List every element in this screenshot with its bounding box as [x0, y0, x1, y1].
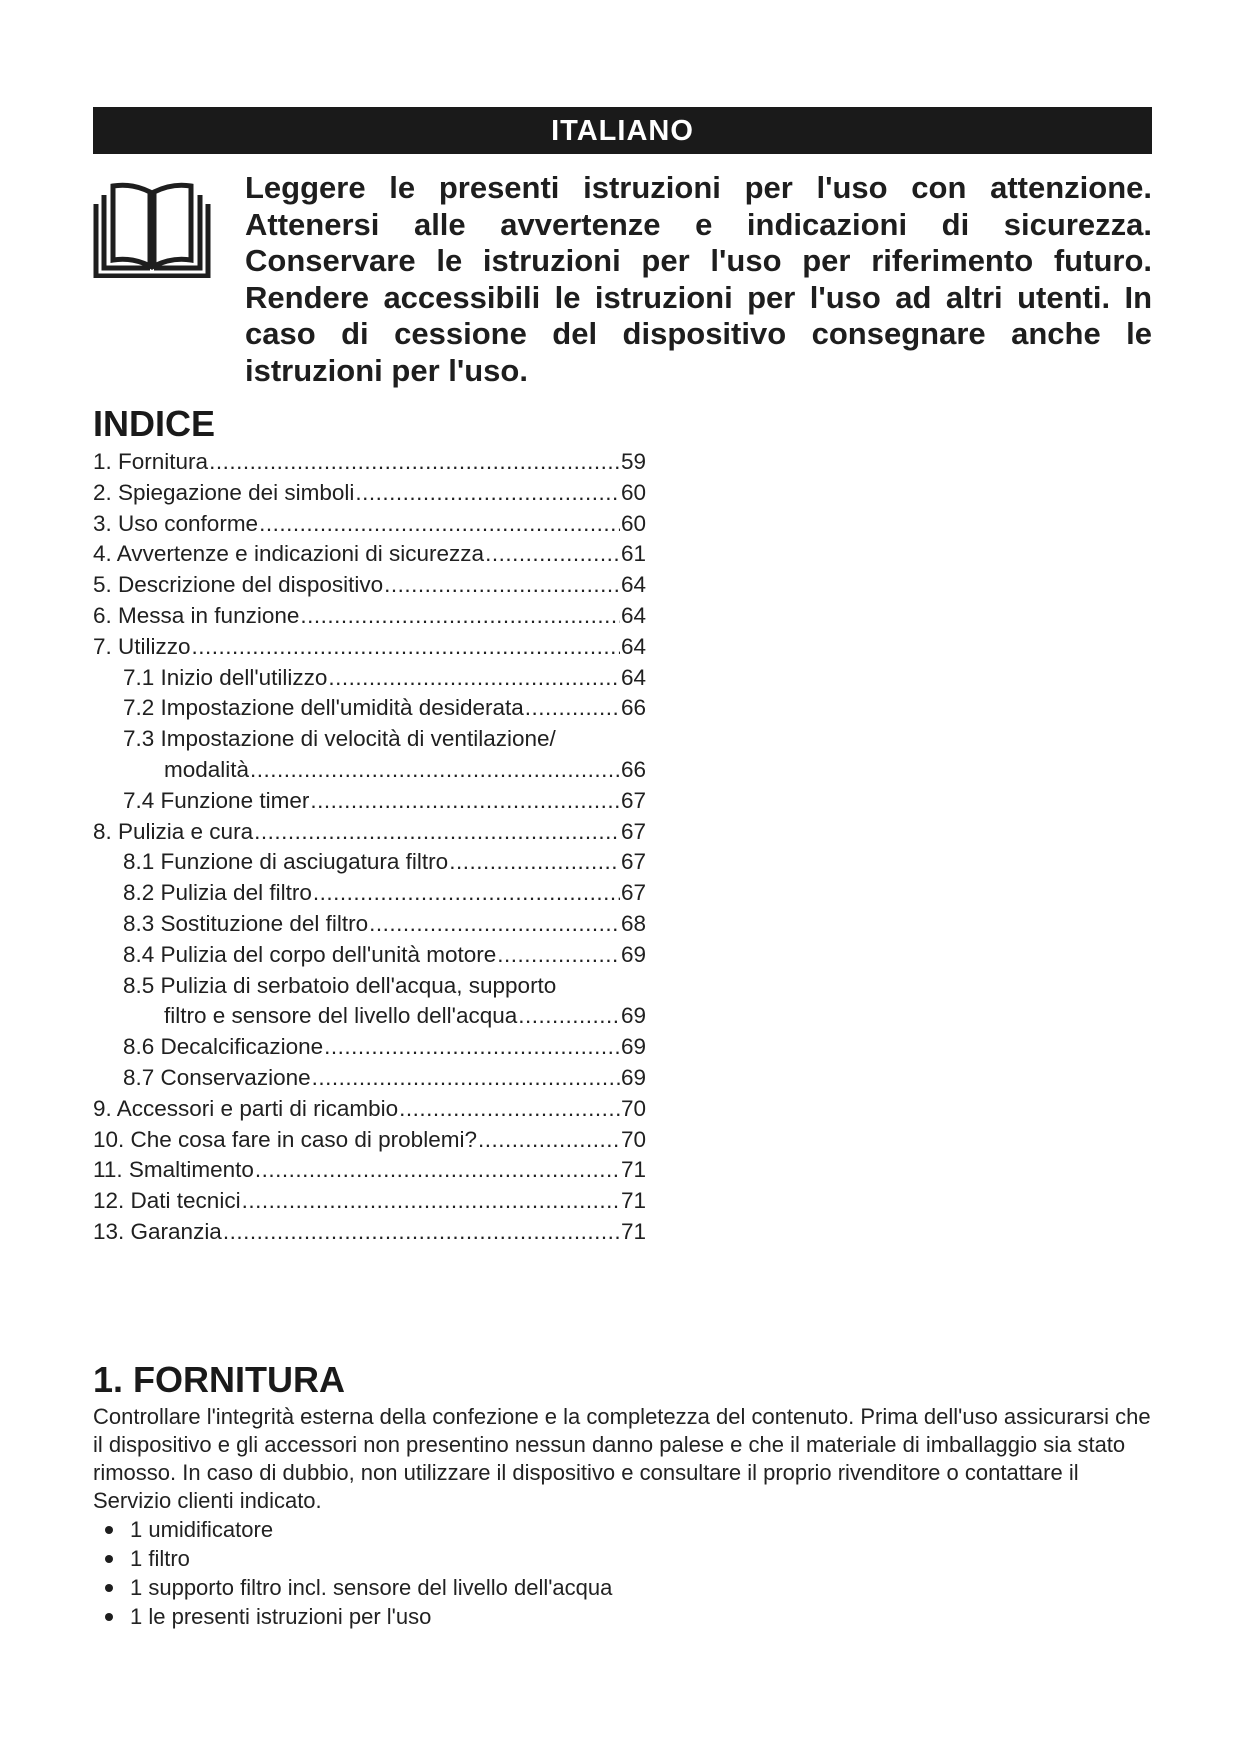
toc-entry-label: 7. Utilizzo — [93, 633, 191, 659]
section-body-text: Controllare l'integrità esterna della confezione e la completezza del contenuto. Prima dell'uso assicurarsi che il dispositivo e gli accessori non presentino nessun danno palese e che il materiale di imballaggio sia stato rimosso. In caso di dubbio, non utilizzare il dispositivo e consultare il proprio rivenditore o contattare il Servizio clienti indicato. — [93, 1404, 1151, 1513]
toc-entry[interactable] — [93, 1155, 646, 1186]
bullet-icon — [105, 1555, 113, 1563]
toc-entry[interactable] — [93, 632, 646, 663]
toc-subentry[interactable] — [93, 909, 646, 940]
language-label: ITALIANO — [551, 115, 694, 147]
bullet-icon — [105, 1584, 113, 1592]
toc-entry-label: 13. Garanzia — [93, 1218, 222, 1244]
toc-entry-label: filtro e sensore del livello dell'acqua — [164, 1003, 518, 1029]
toc-entry-page: 69 — [620, 941, 646, 967]
list-item-text: 1 supporto filtro incl. sensore del livello dell'acqua — [130, 1575, 613, 1600]
open-book-icon — [93, 178, 211, 278]
toc-entry-page: 61 — [620, 541, 646, 567]
language-header-bar — [93, 107, 1152, 154]
toc-entry-label: 8. Pulizia e cura — [93, 818, 254, 844]
toc-entry[interactable] — [93, 1094, 646, 1125]
toc-entry-page: 66 — [620, 756, 646, 782]
toc-entry-label: 8.4 Pulizia del corpo dell'unità motore — [123, 941, 497, 967]
toc-entry-label: 7.2 Impostazione dell'umidità desiderata — [123, 695, 524, 721]
list-item — [105, 1602, 612, 1631]
bullet-icon — [105, 1613, 113, 1621]
list-item-text: 1 umidificatore — [130, 1517, 274, 1542]
toc-entry[interactable] — [93, 478, 646, 509]
toc-entry-page: 69 — [620, 1003, 646, 1029]
toc-entry-label: 1. Fornitura — [93, 449, 209, 474]
list-item — [105, 1573, 612, 1602]
toc-entry-label: 8.2 Pulizia del filtro — [123, 880, 312, 906]
toc-entry-label: 8.1 Funzione di asciugatura filtro — [123, 849, 449, 875]
toc-entry[interactable] — [93, 509, 646, 540]
toc-entry-page: 64 — [620, 572, 646, 598]
list-item-text: 1 filtro — [130, 1546, 190, 1571]
toc-subentry[interactable] — [93, 1032, 646, 1063]
toc-entry[interactable] — [93, 539, 646, 570]
toc-entry-label: 3. Uso conforme — [93, 510, 259, 536]
toc-entry-label: 4. Avvertenze e indicazioni di sicurezza — [93, 541, 485, 567]
toc-entry-label: 7.4 Funzione timer — [123, 787, 310, 813]
toc-entry[interactable] — [93, 1186, 646, 1217]
toc-entry-label: 2. Spiegazione dei simboli — [93, 479, 355, 505]
toc-entry-label: 11. Smaltimento — [93, 1157, 254, 1183]
toc-subentry[interactable] — [93, 693, 646, 724]
toc-entry-page: 64 — [620, 633, 646, 659]
toc-entry-label: 8.3 Sostituzione del filtro — [123, 910, 369, 936]
toc-entry-label: 8.7 Conservazione — [123, 1064, 311, 1090]
toc-entry-page: 67 — [620, 818, 646, 844]
toc-entry-label: 8.6 Decalcificazione — [123, 1034, 324, 1060]
toc-subentry[interactable] — [93, 663, 646, 694]
toc-subentry[interactable] — [93, 786, 646, 817]
toc-entry-label: modalità — [164, 756, 250, 782]
toc-entry-page: 64 — [620, 602, 646, 628]
toc-entry-page: 67 — [620, 787, 646, 813]
toc-entry-label: 7.3 Impostazione di velocità di ventilazione/ — [123, 726, 556, 752]
toc-entry-page: 64 — [620, 664, 646, 690]
supply-contents-list — [105, 1515, 612, 1631]
intro-text: Leggere le presenti istruzioni per l'uso con attenzione. Attenersi alle avvertenze e indicazioni di sicurezza. Conservare le istruzioni per l'uso per riferimento futuro. Rendere accessibili le istruzioni per l'uso ad altri utenti. In caso di cessione del dispositivo consegnare anche le istruzioni per l'uso. — [245, 170, 1152, 388]
toc-entry-page: 69 — [620, 1034, 646, 1060]
toc-entry[interactable] — [93, 1125, 646, 1156]
toc-entry[interactable] — [93, 1217, 646, 1248]
toc-entry-label: 7.1 Inizio dell'utilizzo — [123, 664, 328, 690]
toc-entry-label: 12. Dati tecnici — [93, 1188, 241, 1214]
toc-entry-page: 70 — [620, 1126, 646, 1152]
toc-entry-page: 71 — [620, 1157, 646, 1183]
toc-entry-page: 66 — [620, 695, 646, 721]
toc-entry-page: 71 — [620, 1218, 646, 1244]
toc-entry-page: 68 — [620, 910, 646, 936]
index-title: INDICE — [93, 403, 216, 444]
toc-entry[interactable] — [93, 601, 646, 632]
list-item-text: 1 le presenti istruzioni per l'uso — [130, 1604, 432, 1629]
toc-entry-page: 60 — [620, 479, 646, 505]
list-item — [105, 1544, 612, 1573]
toc-entry-label: 8.5 Pulizia di serbatoio dell'acqua, supporto — [123, 972, 557, 998]
toc-subentry[interactable] — [93, 724, 646, 755]
toc-entry[interactable] — [93, 447, 646, 478]
toc-entry-label: 10. Che cosa fare in caso di problemi? — [93, 1126, 477, 1152]
toc-entry-page: 59 — [620, 449, 646, 474]
toc-subentry[interactable] — [93, 971, 646, 1002]
toc-entry-label: 5. Descrizione del dispositivo — [93, 572, 384, 598]
toc-entry-page: 67 — [620, 880, 646, 906]
table-of-contents — [93, 447, 646, 1248]
toc-entry[interactable] — [93, 570, 646, 601]
toc-entry-page: 70 — [620, 1095, 646, 1121]
toc-subentry[interactable] — [93, 940, 646, 971]
toc-entry-label: 6. Messa in funzione — [93, 602, 300, 628]
toc-subentry-continuation[interactable] — [93, 1001, 646, 1032]
toc-entry-label: 9. Accessori e parti di ricambio — [93, 1095, 399, 1121]
list-item — [105, 1515, 612, 1544]
toc-entry-page: 71 — [620, 1188, 646, 1214]
toc-subentry[interactable] — [93, 1063, 646, 1094]
toc-entry-page: 60 — [620, 510, 646, 536]
toc-entry-page: 69 — [620, 1064, 646, 1090]
toc-entry-page: 67 — [620, 849, 646, 875]
toc-entry[interactable] — [93, 817, 646, 848]
bullet-icon — [105, 1526, 113, 1534]
toc-subentry[interactable] — [93, 878, 646, 909]
section-title: 1. FORNITURA — [93, 1359, 345, 1400]
toc-subentry-continuation[interactable] — [93, 755, 646, 786]
toc-subentry[interactable] — [93, 847, 646, 878]
